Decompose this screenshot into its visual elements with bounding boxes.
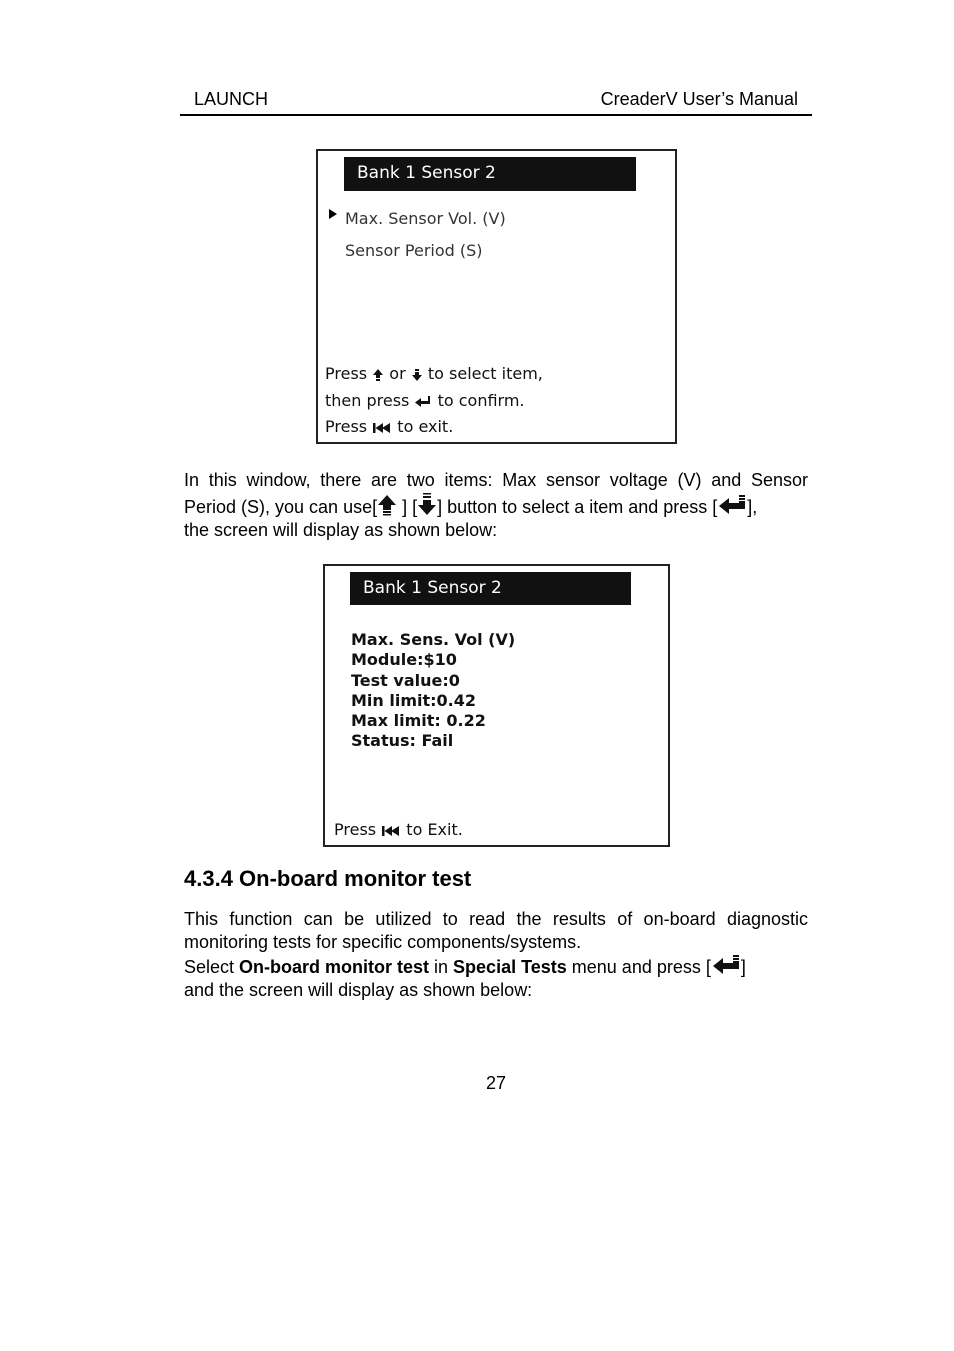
menu-name-special-tests: Special Tests [453,957,567,977]
help-line-confirm: then press to confirm. [325,391,525,410]
page-header-left: LAUNCH [194,89,269,109]
intro-paragraph: In this window, there are two items: Max sensor voltage (V) and Sensor Period (S), you can use[ ] [ ] button to select a item and press [ ], the screen will display as shown below: [184,470,808,540]
section-heading: 4.3.4 On-board monitor test [184,866,472,891]
up-arrow-icon [372,368,384,382]
back-icon [372,421,392,435]
section-paragraph: This function can be utilized to read the results of on-board diagnostic monitoring tests for specific components/systems. Select On-board monitor test in Special Tests menu and press [ ] and the screen will display as shown below: [184,909,808,1000]
result-status: Status: Fail [351,731,454,751]
down-arrow-icon [411,368,423,382]
screen-title: Bank 1 Sensor 2 [344,157,636,191]
enter-icon [414,395,432,409]
result-max-limit: Max limit: 0.22 [351,711,486,731]
menu-item-sensor-period[interactable]: Sensor Period (S) [345,241,483,260]
header-rule [180,114,812,116]
up-button-icon [377,494,397,516]
result-lines [351,630,515,752]
selection-cursor-icon [329,209,337,219]
menu-name-on-board: On-board monitor test [239,957,430,977]
page-number: 27 [485,1073,507,1093]
help-line-exit: Press to exit. [325,417,454,436]
page-header-right: CreaderV User’s Manual [600,89,798,109]
help-line-select: Press or to select item, [325,364,543,383]
result-test-value: Test value:0 [351,670,460,690]
menu-item-max-sensor-vol[interactable]: Max. Sensor Vol. (V) [345,209,506,228]
back-icon [381,824,401,838]
result-label: Max. Sens. Vol (V) [351,630,516,649]
screen-title: Bank 1 Sensor 2 [350,572,631,605]
enter-button-icon [711,954,741,976]
device-screen-menu [316,149,677,444]
enter-button-icon [717,494,747,516]
device-screen-result [323,564,670,847]
result-module: Module:$10 [351,650,457,670]
result-min-limit: Min limit:0.42 [351,690,477,710]
help-line-exit: Press to Exit. [334,820,463,839]
down-button-icon [417,492,437,516]
